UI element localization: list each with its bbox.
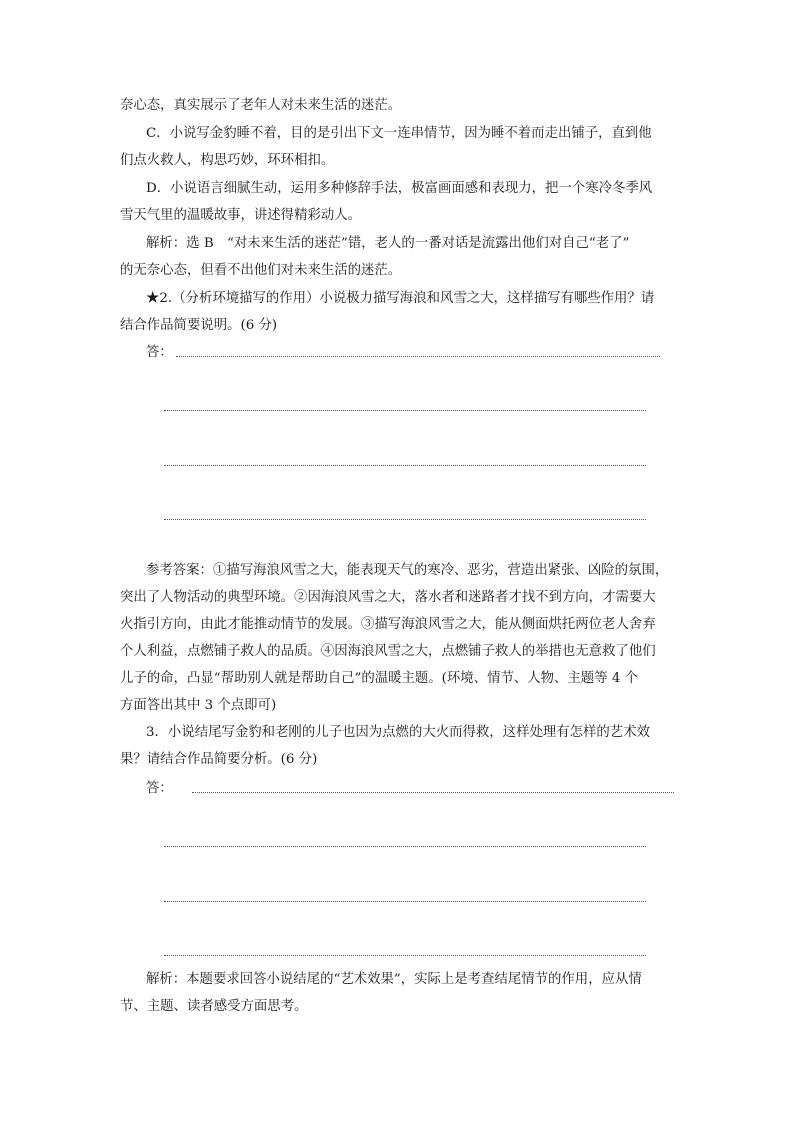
text-line: 们点火救人，构思巧妙，环环相扣。 [120,153,335,168]
text-line: 个人利益，点燃铺子救人的品质。④因海浪风雪之大，点燃铺子救人的举措也无意救了他们 [120,644,656,659]
text-line: 儿子的命，凸显“帮助别人就是帮助自己”的温暖主题。(环境、情节、人物、主题等 4 个 [120,671,639,686]
answer-line[interactable] [192,792,674,793]
text-line: 结合作品简要说明。(6 分) [120,318,278,333]
analysis-line: 解析：本题要求回答小说结尾的“艺术效果”，实际上是考查结尾情节的作用，应从情 [146,972,642,987]
text-line: 果？请结合作品简要分析。(6 分) [120,752,318,767]
reference-answer-line: 参考答案：①描写海浪风雪之大，能表现天气的寒冷、恶劣，营造出紧张、凶险的氛围， [146,563,669,578]
answer-line[interactable] [176,356,660,357]
analysis-line: 解析：选 B “对未来生活的迷茫”错，老人的一番对话是流露出他们对自己“老了” [146,236,630,251]
answer-line[interactable] [164,465,646,466]
text-line: 的无奈心态，但看不出他们对未来生活的迷茫。 [120,263,402,278]
answer-line[interactable] [164,901,646,902]
text-line: 突出了人物活动的典型环境。②因海浪风雪之大，落水者和迷路者才找不到方向，才需要大 [120,590,656,605]
option-c-line: C．小说写金豹睡不着，目的是引出下文一连串情节，因为睡不着而走出铺子，直到他 [146,126,652,141]
answer-label: 答： [146,345,173,360]
text-line: 火指引方向，由此才能推动情节的发展。③描写海浪风雪之大，能从侧面烘托两位老人舍弃 [120,617,656,632]
text-line: 雪天气里的温暖故事，讲述得精彩动人。 [120,208,362,223]
text-line: 方面答出其中 3 个点即可) [120,698,277,713]
answer-line[interactable] [164,410,646,411]
answer-label: 答： [146,781,173,796]
answer-line[interactable] [164,846,646,847]
answer-line[interactable] [164,519,646,520]
text-line: 节、主题、读者感受方面思考。 [120,999,308,1014]
text-line: 奈心态，真实展示了老年人对未来生活的迷茫。 [120,98,402,113]
question-3-line: 3．小说结尾写金豹和老刚的儿子也因为点燃的大火而得救，这样处理有怎样的艺术效 [146,725,650,740]
question-2-line: ★2.（分析环境描写的作用）小说极力描写海浪和风雪之大，这样描写有哪些作用？请 [146,291,655,306]
answer-line[interactable] [164,955,646,956]
option-d-line: D．小说语言细腻生动，运用多种修辞手法，极富画面感和表现力，把一个寒冷冬季风 [146,181,653,196]
